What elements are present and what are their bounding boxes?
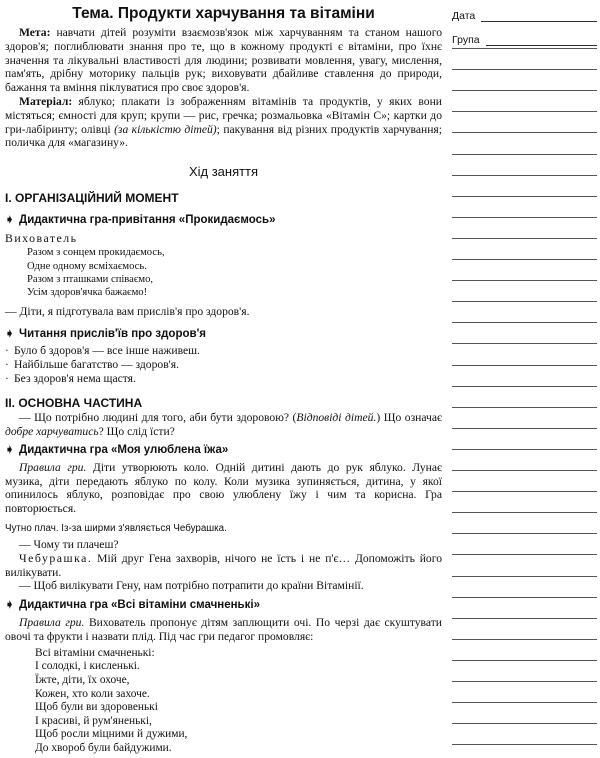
note-line <box>452 512 597 513</box>
section-2-heading: II. ОСНОВНА ЧАСТИНА <box>5 396 143 411</box>
arrow-icon: ➧ <box>5 327 15 340</box>
note-line <box>452 154 597 155</box>
game-1-title: Дидактична гра-привітання «Прокидаємось» <box>19 214 276 227</box>
date-label: Дата <box>452 10 476 22</box>
poem-line: Їжте, діти, їх охоче, <box>35 673 130 686</box>
poem-line: Разом з пташками співаємо, <box>27 273 154 285</box>
bullet-icon: · <box>5 343 9 357</box>
group-field[interactable] <box>486 35 597 46</box>
poem-line: І красиві, й рум'яненькі, <box>35 714 152 727</box>
poem-line: І солодкі, і кисленькі. <box>35 660 140 673</box>
note-line <box>452 639 597 640</box>
note-line <box>452 175 597 176</box>
note-line <box>452 280 597 281</box>
note-line <box>452 681 597 682</box>
group-row <box>452 32 597 46</box>
poem-line: До хвороб були байдужими. <box>35 741 172 754</box>
list-item: · Найбільше багатство — здоров'я. <box>5 357 179 371</box>
note-line <box>452 365 597 366</box>
note-line <box>452 111 597 112</box>
bullet-icon: · <box>5 357 9 371</box>
materials-text-2: ; пакування від різних продуктів харчування; поличка для «магазину». <box>5 122 442 150</box>
proverbs-title: Читання прислів'їв про здоров'я <box>19 327 207 340</box>
game-3-poem <box>5 647 442 756</box>
note-line <box>452 196 597 197</box>
note-line <box>452 69 597 70</box>
game-2-heading <box>5 443 442 458</box>
note-line <box>452 576 597 577</box>
proverbs-list <box>5 344 442 387</box>
poem-line: Щоб росли міцними й дужими, <box>35 728 188 741</box>
game-1-heading <box>5 213 442 228</box>
note-line <box>452 301 597 302</box>
note-line <box>452 217 597 218</box>
poem-line: Всі вітаміни смачненькі: <box>35 646 155 659</box>
game-3-rules: Правила гри. Вихователь пропонує дітям заплющити очі. По черзі дає скуштувати овочі та фрукти і назвати плід. Під час гри педагог промовляє: <box>5 616 442 643</box>
note-line <box>452 660 597 661</box>
note-line <box>452 597 597 598</box>
note-line <box>452 491 597 492</box>
poem-line: Усім здоров'ячка бажаємо! <box>27 287 148 299</box>
note-line <box>452 744 597 745</box>
list-item: · Без здоров'я нема щастя. <box>5 372 136 385</box>
dialog-answer: Чебурашка. Мій друг Гена захворів, нічого не їсть і не п'є… Допоможіть його вилікувати. <box>5 550 442 579</box>
note-line <box>452 259 597 260</box>
group-label: Група <box>452 34 480 46</box>
materials-text-italic: (за кількістю дітей) <box>114 122 217 136</box>
materials-text-1: яблуко; плакати із зображенням вітамінів та продуктів, у яких вони містяться; ємності для круп; крупи — рис, гречка; розмальовка «Вітамін С»; картки до гри-лабіринту; олівці <box>5 94 442 136</box>
note-line <box>452 90 597 91</box>
note-line <box>452 449 597 450</box>
note-line <box>452 554 597 555</box>
game-1-speaker: Вихователь <box>5 231 78 246</box>
lesson-content <box>5 4 442 756</box>
game-3-heading <box>5 598 442 613</box>
arrow-icon: ➧ <box>5 214 15 227</box>
dialog-line: — Щоб вилікувати Гену, нам потрібно потрапити до країни Вітамінії. <box>19 579 364 593</box>
page-title: Тема. Продукти харчування та вітаміни <box>72 5 375 22</box>
section-1-heading: I. ОРГАНІЗАЦІЙНИЙ МОМЕНТ <box>5 191 179 206</box>
goal-text: навчати дітей розуміти взаємозв'язок між харчуванням та станом нашого здоров'я; поглиблювати знання про те, що в кожному продукті є вітаміни, про їхнє значення та лікувальні властивості для людини; розвивати мовлення, увагу, мислення, пам'ять, дрібну моторику пальців рук; виховувати дбайливе ставлення до природи, бажання та вміння піклуватися про своє здоров'я. <box>5 26 442 95</box>
note-line <box>452 386 597 387</box>
poem-line: Одне одному всміхаємось. <box>27 260 147 272</box>
note-line <box>452 533 597 534</box>
note-line <box>452 407 597 408</box>
arrow-icon: ➧ <box>5 599 15 612</box>
poem-line: Кожен, хто коли захоче. <box>35 687 150 700</box>
question-paragraph: — Що потрібно людині для того, аби бути здоровою? (Відповіді дітей.) Що означає добре харчуватись? Що слід їсти? <box>5 411 442 438</box>
date-row <box>452 8 597 22</box>
note-line <box>452 618 597 619</box>
poem-line: Разом з сонцем прокидаємось, <box>27 247 165 259</box>
materials-label: Матеріал: <box>19 94 73 108</box>
stage-note: Чутно плач. Із-за ширми з'являється Чебурашка. <box>5 522 227 534</box>
note-line <box>452 470 597 471</box>
game-1-line: — Діти, я підготувала вам прислів'я про здоров'я. <box>5 304 250 318</box>
course-heading: Хід заняття <box>188 164 259 180</box>
game-2-rules: Правила гри. Діти утворюють коло. Одній дитині дають до рук яблуко. Лунає музика, діти передають яблуко по колу. Коли музика зупиняється, дитина, у якої опинилось яблуко, розповідає про свою улюблену їжу і чим та корисна. Гра повторюється. <box>5 460 442 516</box>
arrow-icon: ➧ <box>5 443 15 456</box>
notes-column <box>452 4 597 46</box>
goal-paragraph <box>5 26 442 95</box>
goal-label: Мета: <box>19 26 51 39</box>
game-2-title: Дидактична гра «Моя улюблена їжа» <box>19 443 229 456</box>
poem-line: Щоб були ви здоровенькі <box>35 701 158 714</box>
note-line <box>452 132 597 133</box>
materials-paragraph <box>5 95 442 150</box>
date-field[interactable] <box>481 11 597 22</box>
game-1-poem <box>5 246 442 300</box>
game-3-title: Дидактична гра «Всі вітаміни смачненькі» <box>19 599 260 612</box>
note-line <box>452 428 597 429</box>
note-line <box>452 343 597 344</box>
list-item: · Було б здоров'я — все інше наживеш. <box>5 343 200 357</box>
proverbs-heading <box>5 327 442 342</box>
note-line <box>452 322 597 323</box>
note-line <box>452 702 597 703</box>
note-line <box>452 238 597 239</box>
dialog-question: — Чому ти плачеш? <box>19 537 119 551</box>
note-line <box>452 48 597 49</box>
note-line <box>452 723 597 724</box>
bullet-icon: · <box>5 372 9 385</box>
